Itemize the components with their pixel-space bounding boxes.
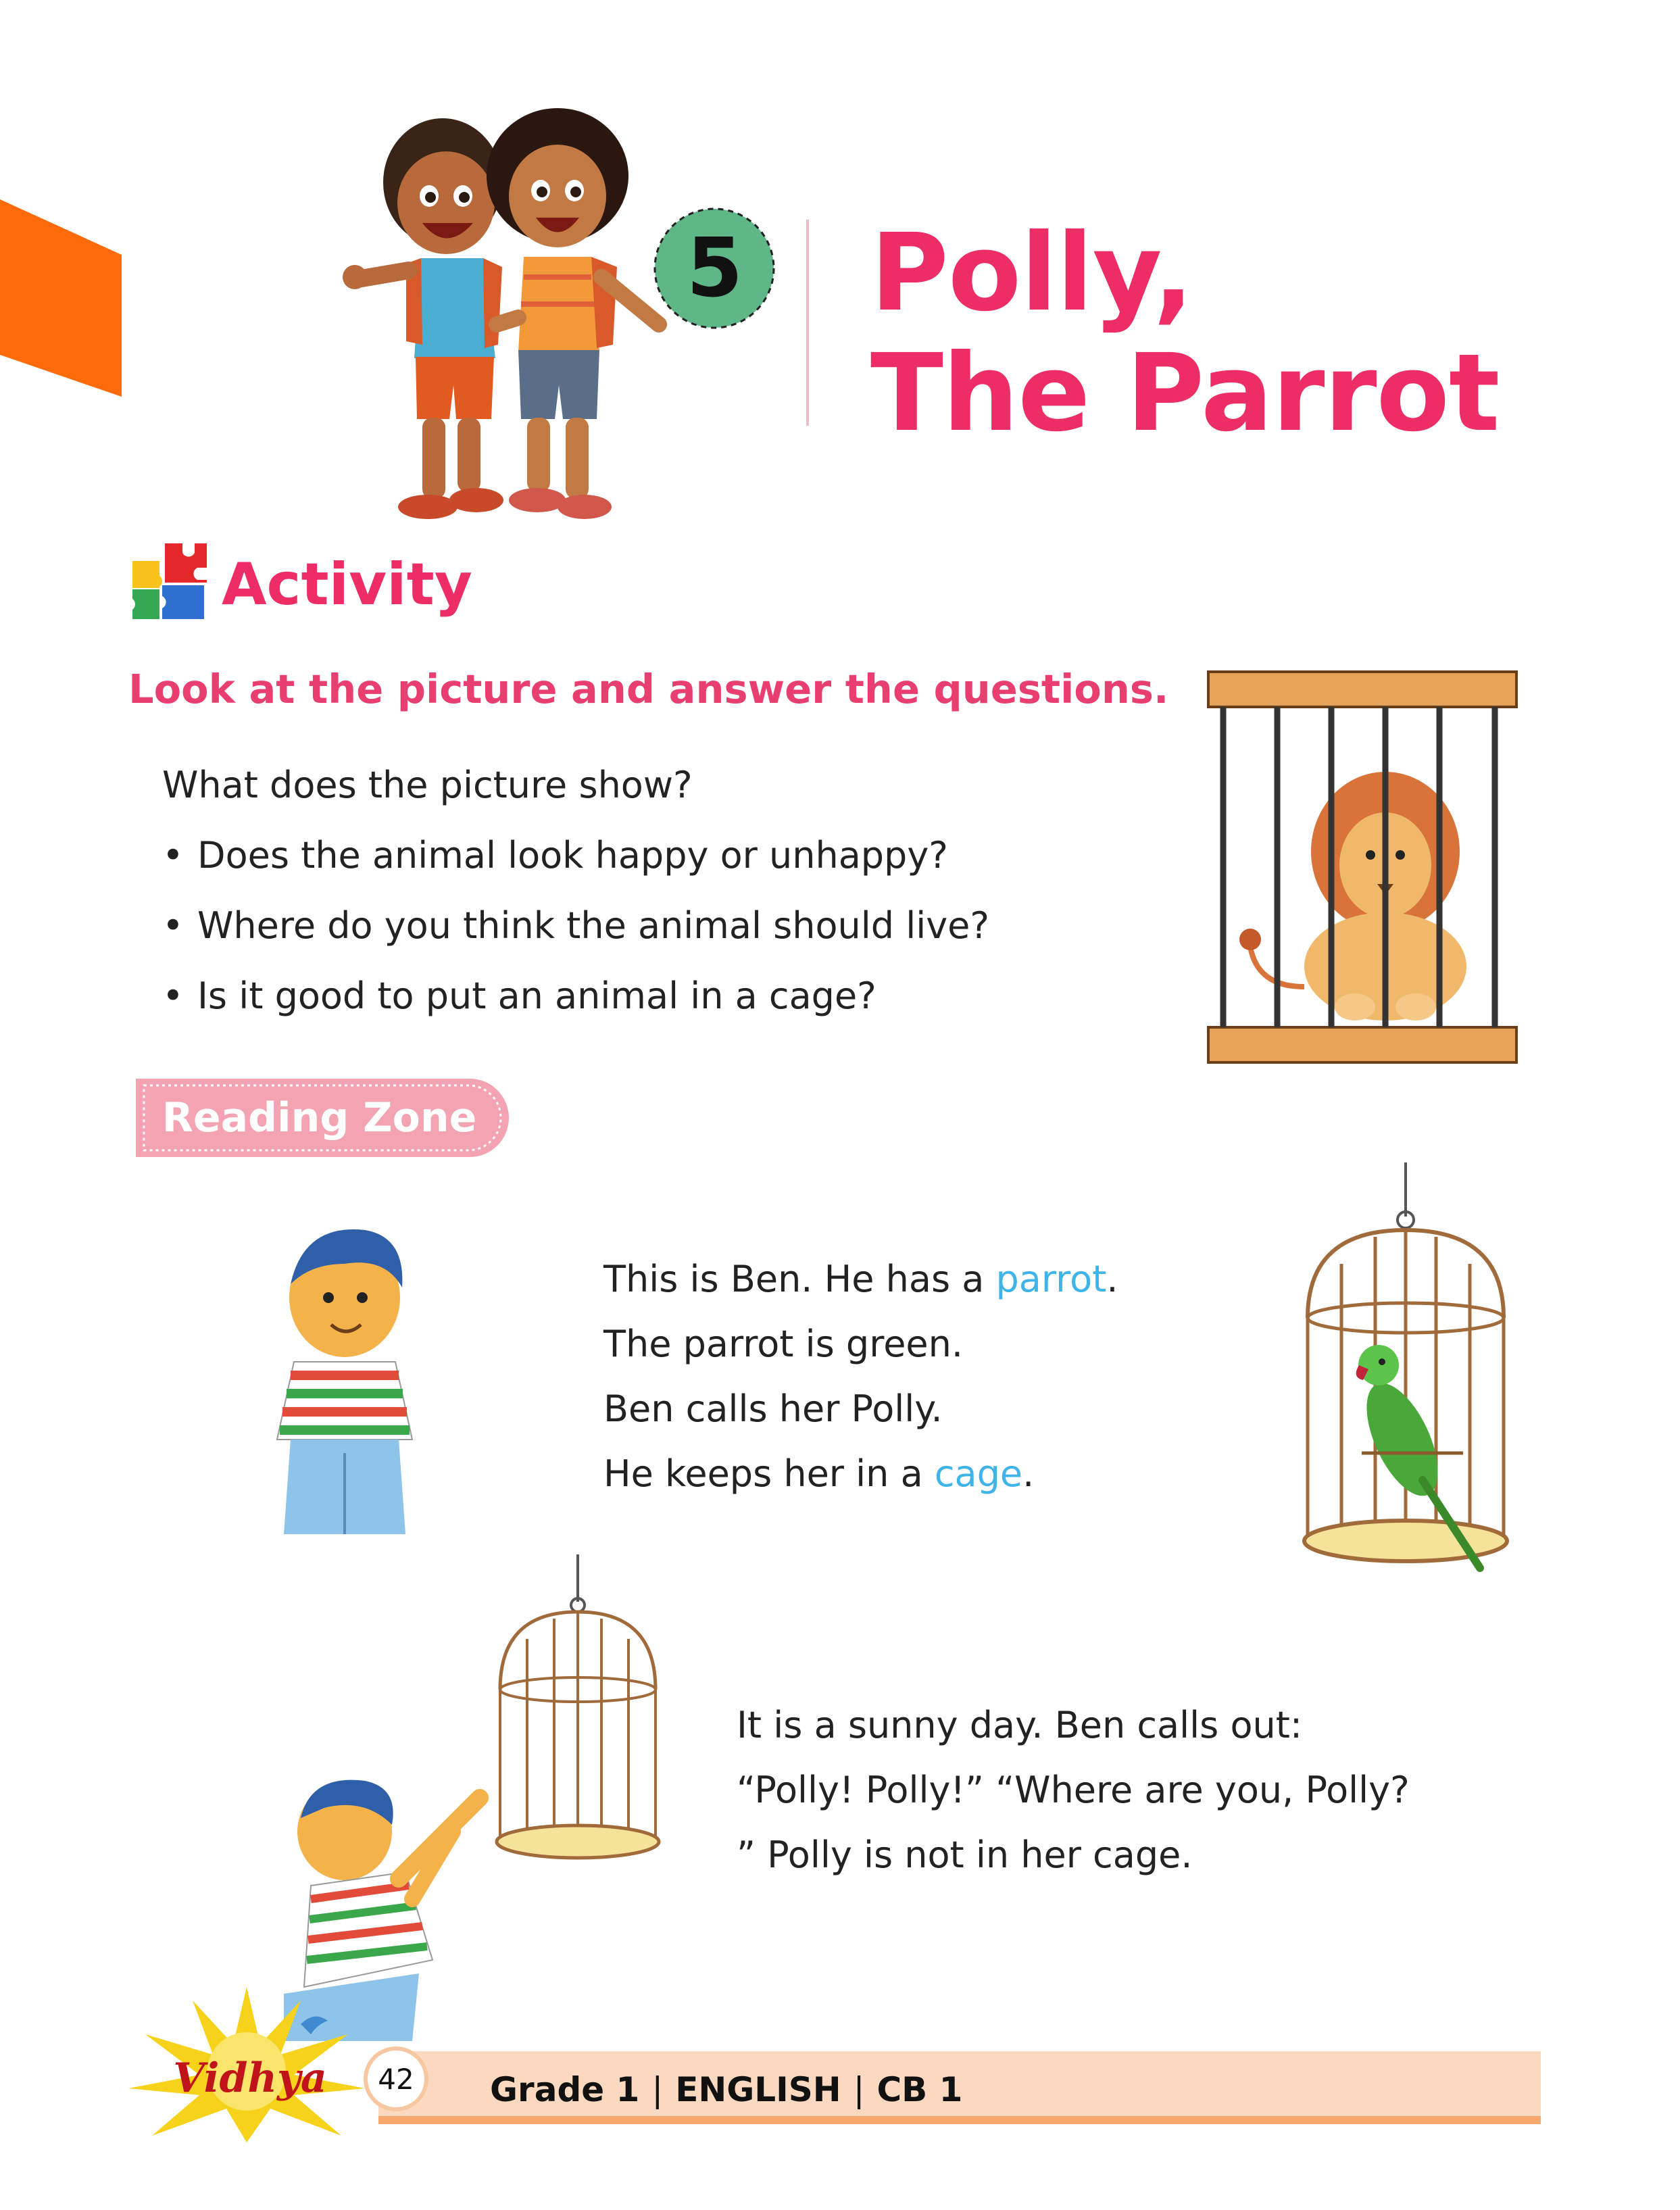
title-divider (806, 220, 809, 426)
parrot-in-cage-illustration (1287, 1162, 1524, 1588)
story-line: ” Polly is not in her cage. (737, 1834, 1193, 1876)
story-text: . (1106, 1258, 1118, 1300)
chapter-title (870, 211, 1648, 456)
story-line: The parrot is green. (603, 1323, 964, 1365)
footer-book: CB 1 (876, 2070, 963, 2109)
question-item (162, 961, 1162, 1031)
footer-separator: | (853, 2070, 865, 2109)
story-line: It is a sunny day. Ben calls out: (737, 1704, 1303, 1746)
page-number: 42 (364, 2046, 428, 2111)
ben-illustration (264, 1217, 426, 1541)
question-text: Is it good to put an animal in a cage? (197, 975, 876, 1017)
story-text: . (1022, 1452, 1035, 1495)
story-paragraph-2 (737, 1693, 1581, 1888)
activity-heading: Activity (222, 551, 472, 618)
corner-tab (0, 199, 122, 397)
story-line: Ben calls her Polly. (603, 1388, 943, 1430)
lion-in-cage-illustration (1203, 669, 1522, 1075)
story-line (603, 1247, 1212, 1312)
activity-questions (162, 750, 1162, 1031)
story-line (603, 1442, 1212, 1506)
question-text: Does the animal look happy or unhappy? (197, 834, 948, 877)
story-text: This is Ben. He has a (603, 1258, 996, 1300)
bullet: • (162, 904, 184, 947)
chapter-number: 5 (686, 222, 743, 316)
story-line: “Polly! Polly!” “Where are you, Polly? (737, 1769, 1410, 1811)
bullet: • (162, 975, 184, 1017)
highlight-word-cage: cage (934, 1452, 1023, 1495)
question-text: Where do you think the animal should live? (197, 904, 990, 947)
story-text: He keeps her in a (603, 1452, 935, 1495)
chapter-title-line1: Polly, (870, 211, 1193, 335)
footer-grade: Grade 1 (490, 2070, 640, 2109)
logo-wordmark: Vidhya (173, 2055, 327, 2102)
reading-zone-label: Reading Zone (162, 1094, 477, 1141)
question-item (162, 891, 1162, 961)
puzzle-icon (127, 541, 209, 623)
footer-subject: ENGLISH (675, 2070, 841, 2109)
highlight-word-parrot: parrot (995, 1258, 1107, 1300)
question-text: What does the picture show? (162, 764, 693, 806)
question-item (162, 750, 1162, 820)
bullet: • (162, 834, 184, 877)
question-item (162, 820, 1162, 891)
footer-separator: | (651, 2070, 664, 2109)
chapter-title-line2: The Parrot (870, 331, 1500, 456)
footer-book-info (490, 2069, 962, 2110)
story-paragraph-1 (603, 1247, 1212, 1506)
activity-instruction: Look at the picture and answer the questions. (128, 666, 1169, 712)
empty-cage-illustration (487, 1554, 669, 1879)
